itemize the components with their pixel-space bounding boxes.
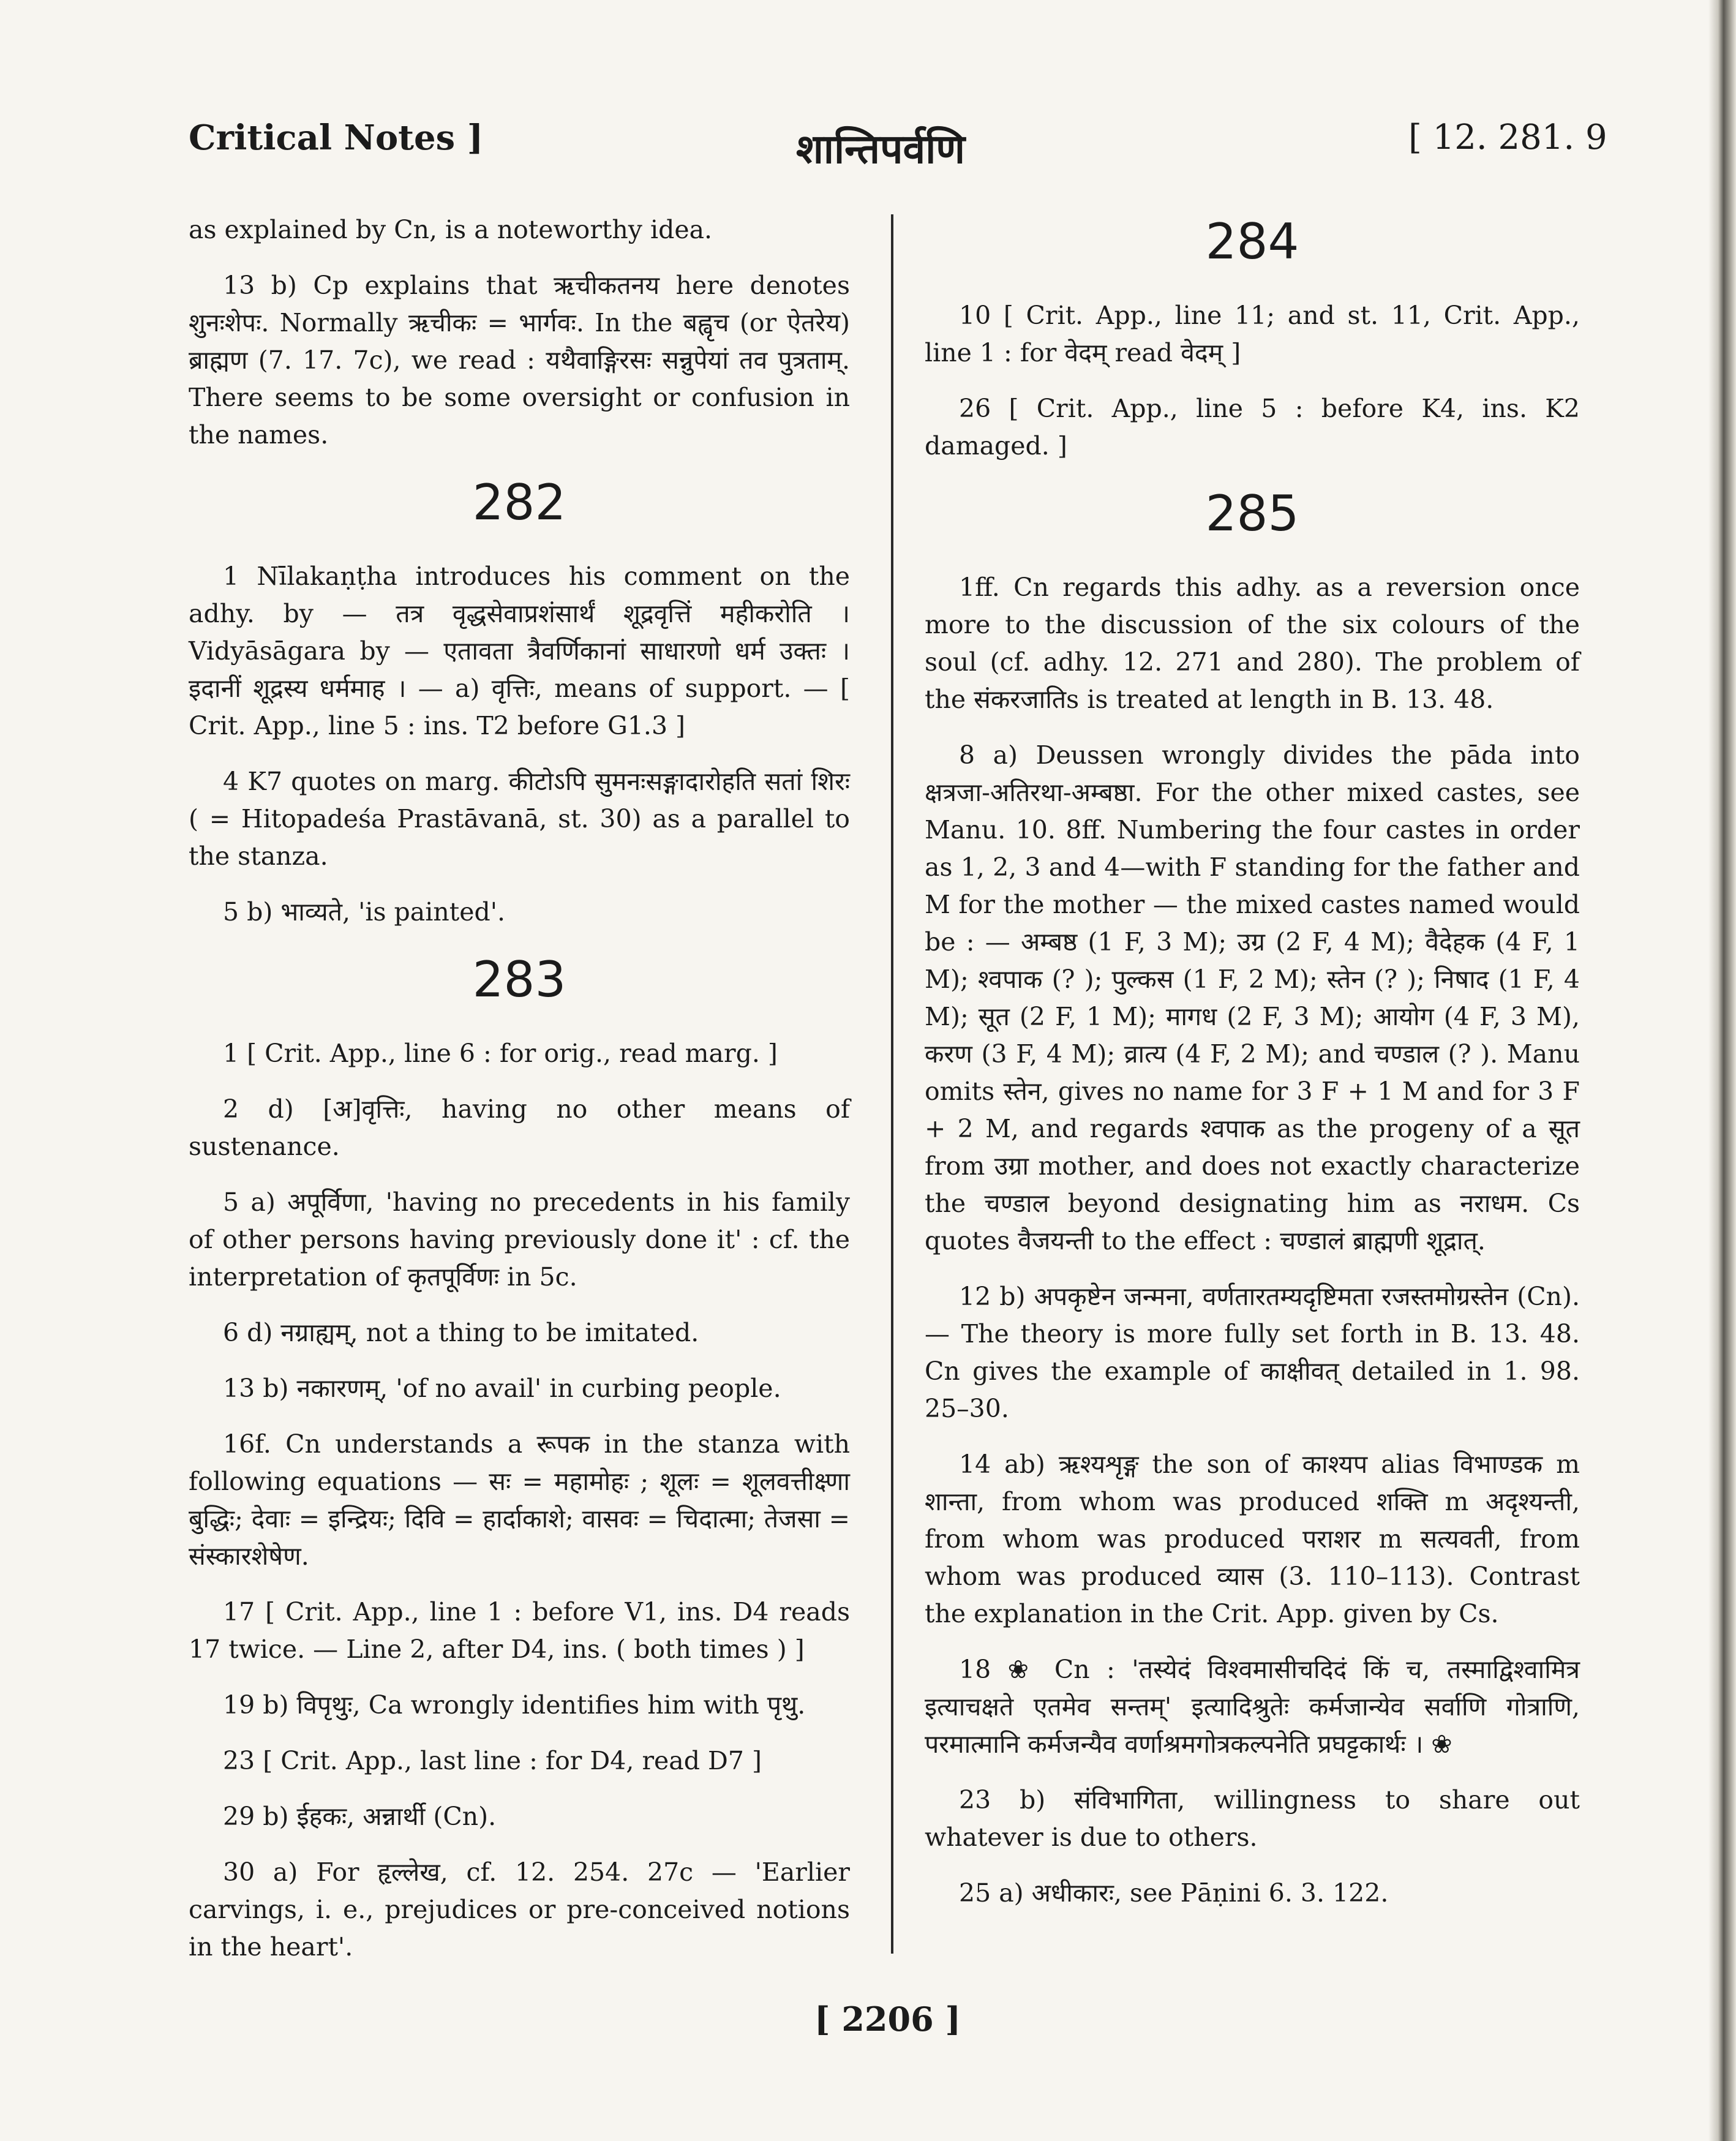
note-paragraph: 19 b) विपृथुः, Ca wrongly identifies him with पृथु. [223, 1690, 806, 1720]
note-paragraph: 1 Nīlakaṇṭha introduces his comment on the adhy. by — तत्र वृद्धसेवाप्रशंसार्थं शूद्रवृत्तिं महीकरोति । Vidyāsāgara by — एतावता त्रैवर्णिकानां साधारणो धर्म उक्तः । इदानीं शूद्रस्य धर्ममाह । — a) वृत्तिः, means of support. — [ Crit. App., line 5 : ins. T2 before G1.3 ] [189, 562, 850, 740]
section-heading-285: 285 [1205, 485, 1299, 542]
running-head-title: शान्तिपर्वणि [796, 125, 966, 173]
note-paragraph: 10 [ Crit. App., line 11; and st. 11, Crit. App., line 1 : for वेदम् read वेदम् ] [925, 301, 1580, 367]
column-divider [891, 214, 893, 1954]
note-paragraph: 13 b) Cp explains that ऋचीकतनय here denotes शुनःशेपः. Normally ऋचीकः = भार्गवः. In the बह्वृच (or ऐतरेय) ब्राह्मण (7. 17. 7c), we read : यथैवाङ्गिरसः सन्नुपेयां तव पुत्रताम्. There seems to be some oversight or confusion in the names. [189, 271, 850, 450]
note-paragraph: 30 a) For हृल्लेख, cf. 12. 254. 27c — 'Earlier carvings, i. e., prejudices or pre-conceived notions in the heart'. [189, 1857, 850, 1962]
section-heading-284: 284 [1205, 213, 1299, 270]
section-heading-283: 283 [472, 951, 566, 1008]
note-paragraph: 8 a) Deussen wrongly divides the pāda into क्षत्रजा-अतिरथा-अम्बष्ठा. For the other mixed castes, see Manu. 10. 8ff. Numbering the four castes in order as 1, 2, 3 and 4—with F standing for the father and M for the mother — the mixed castes named would be : — अम्बष्ठ (1 F, 3 M); उग्र (2 F, 4 M); वैदेहक (4 F, 1 M); श्वपाक (? ); पुल्कस (1 F, 2 M); स्तेन (? ); निषाद (1 F, 4 M); सूत (2 F, 1 M); मागध (2 F, 3 M); आयोग (4 F, 3 M), करण (3 F, 4 M); व्रात्य (4 F, 2 M); and चण्डाल (? ). Manu omits स्तेन, gives no name for 3 F + 1 M and for 3 F + 2 M, and regards श्वपाक as the progeny of a सूत from उग्रा mother, and does not exactly characterize the चण्डाल beyond designating him as नराधम. Cs quotes वैजयन्ती to the effect : चण्डालं ब्राह्मणी शूद्रात्. [925, 740, 1580, 1255]
right-column [925, 211, 1580, 1930]
note-paragraph: 18 ❀ Cn : 'तस्येदं विश्वमासीचदिदं किं च, तस्माद्विश्वामित्र इत्याचक्षते एतमेव सन्तम्' इत्यादिश्रुतेः कर्मजान्येव सर्वाणि गोत्राणि, परमात्मानि कर्मजन्यैव वर्णाश्रमगोत्रकल्पनेति प्रघट्टकार्थः । ❀ [925, 1655, 1580, 1759]
section-heading-282: 282 [472, 474, 566, 531]
note-paragraph: 13 b) नकारणम्, 'of no avail' in curbing people. [223, 1374, 781, 1403]
note-paragraph: 1 [ Crit. App., line 6 : for orig., read marg. ] [223, 1039, 778, 1068]
note-paragraph: 29 b) ईहकः, अन्नार्थी (Cn). [223, 1802, 497, 1831]
page-number: [ 2206 ] [814, 2000, 961, 2039]
page-edge [1708, 0, 1736, 2141]
note-paragraph: 23 b) संविभागिता, willingness to share out whatever is due to others. [925, 1785, 1580, 1852]
note-paragraph: as explained by Cn, is a noteworthy idea. [189, 215, 713, 244]
note-paragraph: 12 b) अपकृष्टेन जन्मना, वर्णतारतम्यदृष्टिमता रजस्तमोग्रस्तेन (Cn). — The theory is more fully set forth in B. 13. 48. Cn gives the example of काक्षीवत् detailed in 1. 98. 25–30. [925, 1282, 1580, 1423]
note-paragraph: 17 [ Crit. App., line 1 : before V1, ins. D4 reads 17 twice. — Line 2, after D4, ins. ( both times ) ] [189, 1597, 850, 1664]
note-paragraph: 5 a) अपूर्विणा, 'having no precedents in his family of other persons having previously done it' : cf. the interpretation of कृतपूर्विणः in 5c. [189, 1187, 850, 1292]
note-paragraph: 1ff. Cn regards this adhy. as a reversion once more to the discussion of the six colours of the soul (cf. adhy. 12. 271 and 280). The problem of the संकरजातिs is treated at length in B. 13. 48. [925, 573, 1580, 714]
running-head-left: Critical Notes ] [189, 118, 484, 158]
note-paragraph: 2 d) [अ]वृत्तिः, having no other means of sustenance. [189, 1094, 850, 1161]
note-paragraph: 23 [ Crit. App., last line : for D4, read D7 ] [223, 1746, 762, 1775]
left-column [189, 211, 850, 1984]
note-paragraph: 25 a) अधीकारः, see Pāṇini 6. 3. 122. [959, 1878, 1389, 1908]
running-head-reference: [ 12. 281. 9 [1408, 118, 1607, 157]
note-paragraph: 6 d) नग्राह्यम्, not a thing to be imitated. [223, 1318, 699, 1347]
note-paragraph: 16f. Cn understands a रूपक in the stanza with following equations — सः = महामोहः ; शूलः = शूलवत्तीक्ष्णा बुद्धिः; देवाः = इन्द्रियः; दिवि = हार्दाकाशे; वासवः = चिदात्मा; तेजसा = संस्कारशेषेण. [189, 1429, 850, 1571]
note-paragraph: 26 [ Crit. App., line 5 : before K4, ins. K2 damaged. ] [925, 394, 1580, 461]
note-paragraph: 14 ab) ऋश्यशृङ्ग the son of काश्यप alias विभाण्डक m शान्ता, from whom was produced शक्ति m अदृश्यन्ती, from whom was produced पराशर m सत्यवती, from whom was produced व्यास (3. 110–113). Contrast the explanation in the Crit. App. given by Cs. [925, 1450, 1580, 1628]
note-paragraph: 4 K7 quotes on marg. कीटोऽपि सुमनःसङ्गादारोहति सतां शिरः ( = Hitopadeśa Prastāvanā, st. 30) as a parallel to the stanza. [189, 767, 850, 871]
note-paragraph: 5 b) भाव्यते, 'is painted'. [223, 897, 506, 927]
